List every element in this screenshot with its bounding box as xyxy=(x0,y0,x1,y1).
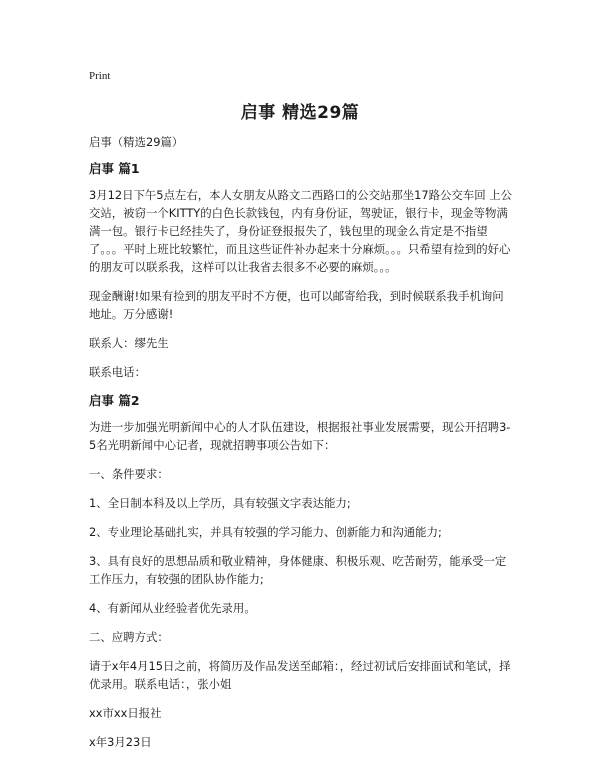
paragraph: 为进一步加强光明新闻中心的人才队伍建设，根据报社事业发展需要，现公开招聘3-5名光明新闻中心记者，现就招聘事项公告如下： xyxy=(89,420,511,452)
paragraph: 二、应聘方式： xyxy=(89,630,169,644)
paragraph: 3、具有良好的思想品质和敬业精神，身体健康、积极乐观、吃苦耐劳，能承受一定工作压力，有较强的团队协作能力; xyxy=(89,554,507,586)
paragraph: 现金酬谢!如果有捡到的朋友平时不方便，也可以邮寄给我，到时候联系我手机询问地址。万分感谢! xyxy=(89,289,504,321)
section-heading-2: 启事 篇2 xyxy=(89,393,140,408)
print-label[interactable]: Print xyxy=(89,70,111,82)
subtitle: 启事（精选29篇） xyxy=(89,135,184,149)
contact-person: 联系人：缪先生 xyxy=(89,336,169,350)
document-body xyxy=(89,133,514,762)
paragraph: 一、条件要求： xyxy=(89,467,169,481)
paragraph: 请于x年4月15日之前，将简历及作品发送至邮箱：，经过初试后安排面试和笔试，择优录用。联系电话：，张小姐 xyxy=(89,659,511,691)
contact-phone: 联系电话： xyxy=(89,365,146,379)
organization: xx市xx日报社 xyxy=(89,706,162,720)
date: x年3月23日 xyxy=(89,735,152,749)
document-title: 启事 精选29篇 xyxy=(240,103,360,123)
section-heading-1: 启事 篇1 xyxy=(89,161,140,176)
paragraph: 3月12日下午5点左右，本人女朋友从路文二西路口的公交站那坐17路公交车回 上公交站，被窃一个KITTY的白色长款钱包，内有身份证，驾驶证，银行卡，现金等物满满一包。银行卡已经挂失了，身份证登报报失了，钱包里的现金么肯定是不指望了。。。平时上班比较繁忙，而且这些证件补办起来十分麻烦。。。只希望有捡到的好心的朋友可以联系我，这样可以让我省去很多不必要的麻烦。。。 xyxy=(89,188,512,274)
paragraph: 2、专业理论基础扎实，并具有较强的学习能力、创新能力和沟通能力; xyxy=(89,525,442,539)
paragraph: 4、有新闻从业经验者优先录用。 xyxy=(89,601,256,615)
paragraph: 1、全日制本科及以上学历，具有较强文字表达能力; xyxy=(89,496,351,510)
